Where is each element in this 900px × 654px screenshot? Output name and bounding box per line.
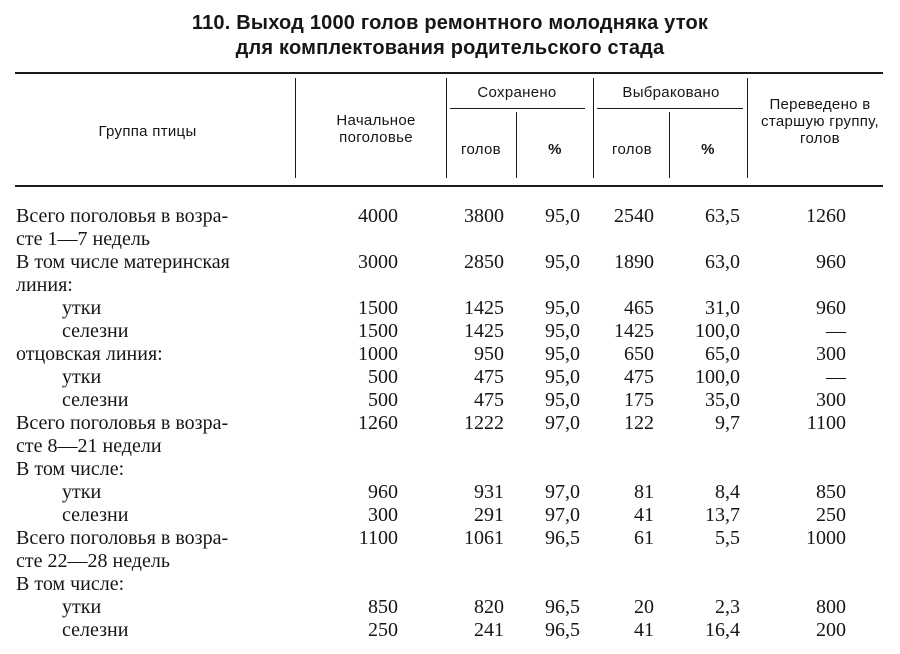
row-label: сте 1—7 недель bbox=[16, 228, 150, 250]
cell-culled-pct: 65,0 bbox=[705, 343, 740, 365]
cell-initial: 850 bbox=[368, 596, 398, 618]
cell-preserved-pct: 96,5 bbox=[545, 619, 580, 641]
cell-culled-pct: 9,7 bbox=[715, 412, 740, 434]
row-label: Всего поголовья в возра- bbox=[16, 412, 229, 434]
cell-preserved-heads: 950 bbox=[474, 343, 504, 365]
cell-preserved-pct: 95,0 bbox=[545, 343, 580, 365]
header-divider-3 bbox=[516, 112, 517, 178]
cell-transferred: 1260 bbox=[806, 205, 846, 227]
table-row bbox=[0, 527, 900, 550]
table-row bbox=[0, 251, 900, 274]
row-label: селезни bbox=[62, 389, 129, 411]
header-preserved-heads: голов bbox=[461, 141, 501, 158]
cell-initial: 960 bbox=[368, 481, 398, 503]
row-label: сте 22—28 недель bbox=[16, 550, 170, 572]
cell-preserved-heads: 475 bbox=[474, 366, 504, 388]
table-row bbox=[0, 596, 900, 619]
table-row bbox=[0, 619, 900, 642]
cell-initial: 1100 bbox=[358, 527, 398, 549]
cell-culled-pct: 13,7 bbox=[705, 504, 740, 526]
header-culled-pct: % bbox=[701, 141, 715, 158]
cell-preserved-pct: 97,0 bbox=[545, 412, 580, 434]
cell-preserved-heads: 1425 bbox=[464, 320, 504, 342]
header-group: Группа птицы bbox=[98, 123, 197, 140]
cell-transferred: 1100 bbox=[806, 412, 846, 434]
cell-culled-heads: 41 bbox=[634, 619, 654, 641]
cell-transferred: — bbox=[826, 320, 846, 342]
header-culled: Выбраковано bbox=[622, 84, 720, 101]
header-bottom-rule bbox=[15, 185, 883, 187]
table-row bbox=[0, 481, 900, 504]
cell-preserved-pct: 95,0 bbox=[545, 205, 580, 227]
cell-preserved-heads: 291 bbox=[474, 504, 504, 526]
cell-culled-heads: 41 bbox=[634, 504, 654, 526]
header-initial: Начальное поголовье bbox=[336, 112, 416, 146]
table-row bbox=[0, 435, 900, 458]
row-label: утки bbox=[62, 366, 102, 388]
cell-preserved-heads: 241 bbox=[474, 619, 504, 641]
row-label: В том числе: bbox=[16, 458, 125, 480]
cell-preserved-heads: 3800 bbox=[464, 205, 504, 227]
cell-transferred: 960 bbox=[816, 251, 846, 273]
cell-culled-pct: 16,4 bbox=[705, 619, 740, 641]
cell-preserved-pct: 97,0 bbox=[545, 504, 580, 526]
cell-culled-pct: 35,0 bbox=[705, 389, 740, 411]
cell-preserved-heads: 2850 bbox=[464, 251, 504, 273]
cell-culled-pct: 5,5 bbox=[715, 527, 740, 549]
table-title-line-2: для комплектования родительского стада bbox=[235, 37, 665, 59]
table-row bbox=[0, 228, 900, 251]
header-preserved: Сохранено bbox=[477, 84, 557, 101]
header-divider-2 bbox=[446, 78, 447, 178]
row-label: отцовская линия: bbox=[16, 343, 163, 365]
cell-culled-heads: 1890 bbox=[614, 251, 654, 273]
table-row bbox=[0, 320, 900, 343]
row-label: В том числе материнская bbox=[16, 251, 230, 273]
cell-transferred: 300 bbox=[816, 389, 846, 411]
cell-initial: 3000 bbox=[358, 251, 398, 273]
table-row bbox=[0, 366, 900, 389]
cell-culled-heads: 61 bbox=[634, 527, 654, 549]
header-top-rule bbox=[15, 72, 883, 74]
table-row bbox=[0, 205, 900, 228]
cell-initial: 4000 bbox=[358, 205, 398, 227]
cell-transferred: 850 bbox=[816, 481, 846, 503]
cell-initial: 500 bbox=[368, 389, 398, 411]
header-divider-4 bbox=[593, 78, 594, 178]
header-divider-5 bbox=[669, 112, 670, 178]
header-preserved-pct: % bbox=[548, 141, 562, 158]
row-label: Всего поголовья в возра- bbox=[16, 205, 229, 227]
cell-culled-heads: 1425 bbox=[614, 320, 654, 342]
row-label: В том числе: bbox=[16, 573, 125, 595]
cell-preserved-pct: 96,5 bbox=[545, 596, 580, 618]
table-row bbox=[0, 412, 900, 435]
cell-initial: 1500 bbox=[358, 320, 398, 342]
table-row bbox=[0, 297, 900, 320]
header-transferred: Переведено в старшую группу, голов bbox=[761, 96, 879, 147]
cell-culled-heads: 465 bbox=[624, 297, 654, 319]
row-label: сте 8—21 недели bbox=[16, 435, 162, 457]
cell-preserved-pct: 95,0 bbox=[545, 251, 580, 273]
header-divider-1 bbox=[295, 78, 296, 178]
cell-preserved-pct: 95,0 bbox=[545, 389, 580, 411]
cell-transferred: 960 bbox=[816, 297, 846, 319]
header-divider-6 bbox=[747, 78, 748, 178]
table-row bbox=[0, 389, 900, 412]
cell-initial: 250 bbox=[368, 619, 398, 641]
cell-culled-pct: 63,5 bbox=[705, 205, 740, 227]
cell-culled-heads: 175 bbox=[624, 389, 654, 411]
cell-culled-heads: 122 bbox=[624, 412, 654, 434]
cell-initial: 1260 bbox=[358, 412, 398, 434]
cell-transferred: 1000 bbox=[806, 527, 846, 549]
cell-preserved-heads: 1061 bbox=[464, 527, 504, 549]
row-label: линия: bbox=[16, 274, 73, 296]
table-row bbox=[0, 504, 900, 527]
cell-preserved-heads: 820 bbox=[474, 596, 504, 618]
cell-culled-heads: 81 bbox=[634, 481, 654, 503]
table-row bbox=[0, 573, 900, 596]
cell-transferred: — bbox=[826, 366, 846, 388]
cell-culled-heads: 20 bbox=[634, 596, 654, 618]
preserved-subheader-rule bbox=[450, 108, 585, 109]
table-row bbox=[0, 343, 900, 366]
cell-culled-pct: 2,3 bbox=[715, 596, 740, 618]
table-title-line-1: 110. Выход 1000 голов ремонтного молодняка уток bbox=[191, 12, 709, 34]
row-label: утки bbox=[62, 297, 102, 319]
cell-transferred: 300 bbox=[816, 343, 846, 365]
cell-initial: 300 bbox=[368, 504, 398, 526]
cell-culled-pct: 31,0 bbox=[705, 297, 740, 319]
table-row bbox=[0, 274, 900, 297]
table-row bbox=[0, 458, 900, 481]
table-row bbox=[0, 550, 900, 573]
cell-culled-pct: 100,0 bbox=[695, 320, 740, 342]
row-label: Всего поголовья в возра- bbox=[16, 527, 229, 549]
row-label: утки bbox=[62, 596, 102, 618]
cell-initial: 1500 bbox=[358, 297, 398, 319]
cell-preserved-pct: 95,0 bbox=[545, 297, 580, 319]
cell-culled-pct: 63,0 bbox=[705, 251, 740, 273]
row-label: селезни bbox=[62, 320, 129, 342]
cell-preserved-heads: 475 bbox=[474, 389, 504, 411]
cell-initial: 500 bbox=[368, 366, 398, 388]
cell-culled-heads: 650 bbox=[624, 343, 654, 365]
cell-preserved-heads: 931 bbox=[474, 481, 504, 503]
row-label: селезни bbox=[62, 619, 129, 641]
cell-preserved-pct: 96,5 bbox=[545, 527, 580, 549]
cell-preserved-heads: 1425 bbox=[464, 297, 504, 319]
cell-transferred: 800 bbox=[816, 596, 846, 618]
culled-subheader-rule bbox=[597, 108, 743, 109]
cell-transferred: 250 bbox=[816, 504, 846, 526]
cell-preserved-pct: 97,0 bbox=[545, 481, 580, 503]
cell-culled-pct: 8,4 bbox=[715, 481, 740, 503]
cell-preserved-pct: 95,0 bbox=[545, 366, 580, 388]
cell-transferred: 200 bbox=[816, 619, 846, 641]
cell-culled-heads: 475 bbox=[624, 366, 654, 388]
cell-preserved-pct: 95,0 bbox=[545, 320, 580, 342]
cell-initial: 1000 bbox=[358, 343, 398, 365]
row-label: селезни bbox=[62, 504, 129, 526]
cell-culled-heads: 2540 bbox=[614, 205, 654, 227]
row-label: утки bbox=[62, 481, 102, 503]
header-culled-heads: голов bbox=[612, 141, 652, 158]
cell-preserved-heads: 1222 bbox=[464, 412, 504, 434]
cell-culled-pct: 100,0 bbox=[695, 366, 740, 388]
